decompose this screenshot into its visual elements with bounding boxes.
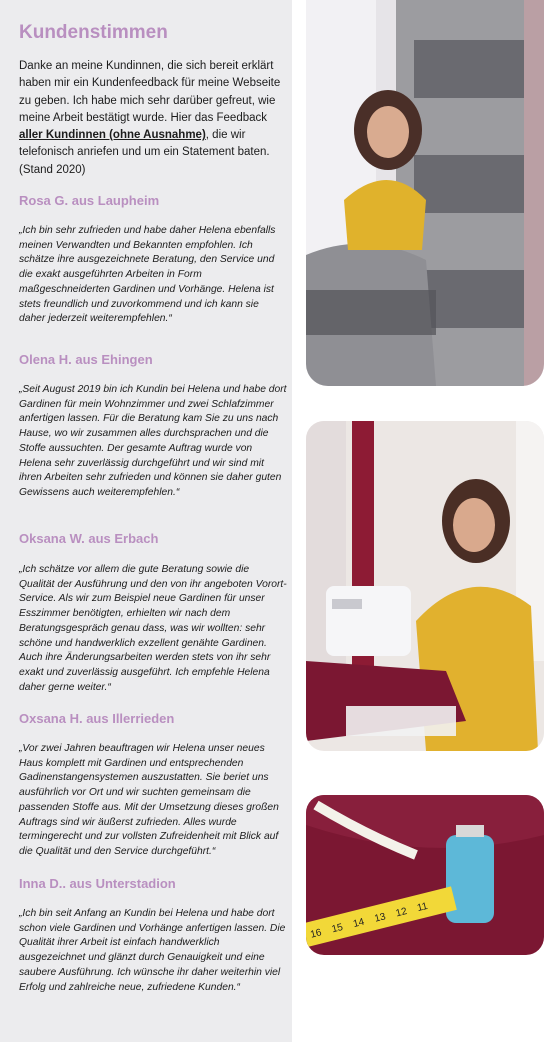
photo-tape-measure: [306, 795, 544, 955]
testimonial-quote: „Ich bin seit Anfang an Kundin bei Helena und habe dort schon viele Gardinen und Vorhänge anfertigen lassen. Die Qualität ihrer Arbeit ist einfach handwerklich ausgezeichnet und glänzt durch Genauigkeit und eine saubere Ausführung. Ich wünsche ihr daher weiterhin viel Erfolg und zahlreiche neue, zufriedene Kunden.“: [19, 908, 286, 993]
tape-number: 15: [330, 921, 345, 936]
page-title: Kundenstimmen: [19, 22, 168, 43]
testimonial-author: Olena H. aus Ehingen: [19, 352, 153, 367]
testimonial-author: Inna D.. aus Unterstadion: [19, 876, 176, 891]
testimonial-author: Oxsana H. aus Illerrieden: [19, 711, 175, 726]
tape-number: 13: [373, 911, 387, 925]
tape-number: 14: [352, 916, 366, 931]
testimonial-quote: „Ich bin sehr zufrieden und habe daher Helena ebenfalls meinen Verwandten und Bekannten empfohlen. Ich schätze ihre ausgezeichnete Beratung, den Service und die exakt ausgeführten Arbeiten in Form maßgeschneiderten Gardinen und Vorhänge. Helena ist stets freundlich und zuvorkommend und ich kann sie daher jederzeit weiterempfehlen.“: [19, 225, 276, 325]
tape-number: 12: [394, 906, 409, 920]
intro-text: Danke an meine Kundinnen, die sich bereit erklärt haben mir ein Kundenfeedback für meine Webseite zu geben. Ich habe mich sehr darüber gefreut, wie meine Arbeit bestätigt wurde. Hier das Feedback aller Kundinnen (ohne Ausnahme), die wir telefonisch anriefen und um ein Statement baten. (Stand 2020): [19, 60, 281, 176]
testimonial-author: Oksana W. aus Erbach: [19, 531, 159, 546]
testimonial-author: Rosa G. aus Laupheim: [19, 193, 160, 208]
photo-sewing: [306, 421, 544, 751]
testimonial-quote: „Seit August 2019 bin ich Kundin bei Helena und habe dort Gardinen für mein Wohnzimmer und zwei Schlafzimmer anfertigen lassen. Für die Beratung kam Sie zu uns nach Hause, wo wir zusammen alles durchsprachen und die Stoffe aussuchten. Der gesamte Auftrag wurde von Helena sehr zuverlässig durchgeführt und wir sind mit ihren Arbeiten sehr zufrieden und können sie daher guten Gewissens auch weiterempfehlen.“: [19, 384, 287, 498]
tape-number: 11: [416, 900, 429, 915]
testimonial-quote: „Ich schätze vor allem die gute Beratung sowie die Qualität der Ausführung und den von ihr angeboten Vorort-Service. Als wir zum Beispiel neue Gardinen für unser Esszimmer benötigten, erhielten wir nach dem Beratungsgespräch genau dass, was wir wollten: sehr schöne und handwerklich exzellent genähte Gardinen. Auch ihre Änderungsarbeiten werden stets von ihr sehr exakt und zuverlässig ausgeführt. Ich empfehle Helena daher gerne weiter.“: [19, 564, 287, 693]
testimonial-quote: „Vor zwei Jahren beauftragen wir Helena unser neues Haus komplett mit Gardinen und entsprechenden Gadinenstangensystemen auszustatten. Sie beriet uns ausführlich vor Ort und wir suchten gemeinsam die passenden Stoffe aus. Mit der Umsetzung dieses großen Auftrags sind wir äußerst zufrieden. Alles wurde termingerecht und zur vollsten Zufreidenheit mit Blick auf die Qualität und den Service durchgeführt.“: [19, 743, 279, 857]
photo-curtain: [306, 0, 544, 386]
tape-number: 16: [309, 927, 323, 941]
intro-emphasis: aller Kundinnen (ohne Ausnahme): [19, 129, 206, 142]
